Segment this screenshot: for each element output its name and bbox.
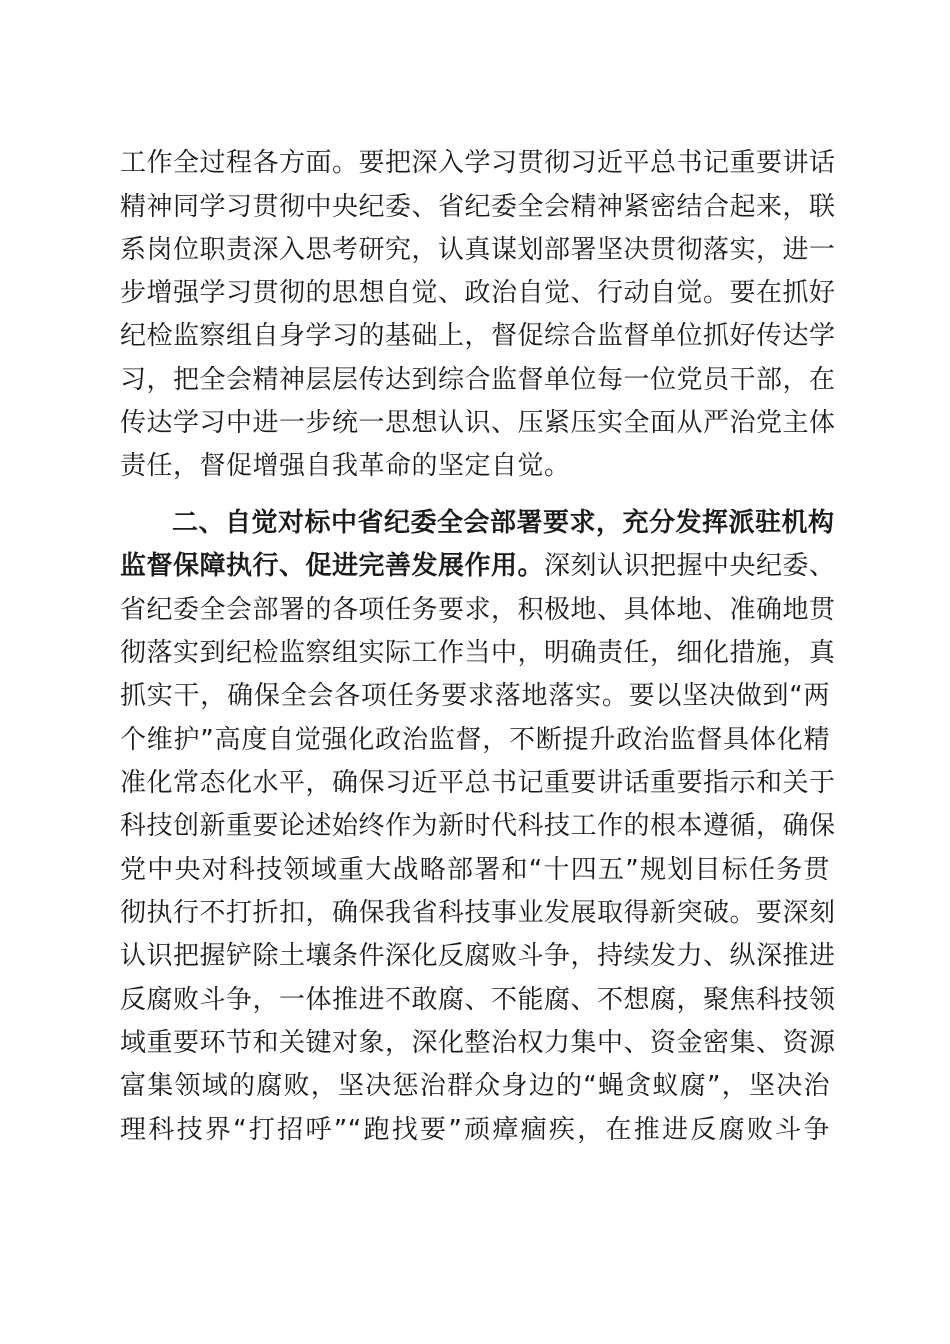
paragraph-line: 精神同学习贯彻中央纪委、省纪委全会精神紧密结合起来，联 [120, 192, 836, 222]
section-heading-continued: 监督保障执行、促进完善发展作用。 [120, 551, 545, 581]
paragraph-line: 传达学习中进一步统一思想认识、压紧压实全面从严治党主体 [120, 408, 836, 438]
paragraph-line: 责任，督促增强自我革命的坚定自觉。 [120, 451, 571, 481]
paragraph-line: 科技创新重要论述始终作为新时代科技工作的根本遵循，确保 [120, 811, 836, 841]
paragraph-line: 彻落实到纪检监察组实际工作当中，明确责任，细化措施，真 [120, 638, 836, 668]
paragraph-line: 富集领域的腐败，坚决惩治群众身边的“蝇贪蚁腐”，坚决治 [120, 1071, 830, 1101]
paragraph-line: 党中央对科技领域重大战略部署和“十四五”规划目标任务贯 [120, 855, 830, 885]
paragraph-line: 个维护”高度自觉强化政治监督，不断提升政治监督具体化精 [120, 725, 830, 755]
paragraph-line: 习，把全会精神层层传达到综合监督单位每一位党员干部，在 [120, 365, 836, 395]
paragraph-line: 理科技界“打招呼”“跑找要”顽瘴痼疾，在推进反腐败斗争 [120, 1115, 830, 1145]
paragraph-line: 准化常态化水平，确保习近平总书记重要讲话重要指示和关于 [120, 768, 836, 798]
section-heading: 二、自觉对标中省纪委全会部署要求，充分发挥派驻机构 [172, 508, 835, 538]
paragraph-text: 深刻认识把握中央纪委、 [544, 551, 836, 581]
paragraph-line: 系岗位职责深入思考研究，认真谋划部署坚决贯彻落实，进一 [120, 235, 836, 265]
paragraph-line: 省纪委全会部署的各项任务要求，积极地、具体地、准确地贯 [120, 595, 836, 625]
paragraph-line: 反腐败斗争，一体推进不敢腐、不能腐、不想腐，聚焦科技领 [120, 985, 836, 1015]
paragraph-line: 彻执行不打折扣，确保我省科技事业发展取得新突破。要深刻 [120, 898, 836, 928]
paragraph-line: 抓实干，确保全会各项任务要求落地落实。要以坚决做到“两 [120, 681, 830, 711]
paragraph-line: 域重要环节和关键对象，深化整治权力集中、资金密集、资源 [120, 1028, 836, 1058]
paragraph-line: 工作全过程各方面。要把深入学习贯彻习近平总书记重要讲话 [120, 148, 836, 178]
paragraph-line: 认识把握铲除土壤条件深化反腐败斗争，持续发力、纵深推进 [120, 941, 836, 971]
paragraph-line [120, 546, 836, 586]
paragraph-line: 步增强学习贯彻的思想自觉、政治自觉、行动自觉。要在抓好 [120, 278, 836, 308]
paragraph-line: 纪检监察组自身学习的基础上，督促综合监督单位抓好传达学 [120, 321, 836, 351]
